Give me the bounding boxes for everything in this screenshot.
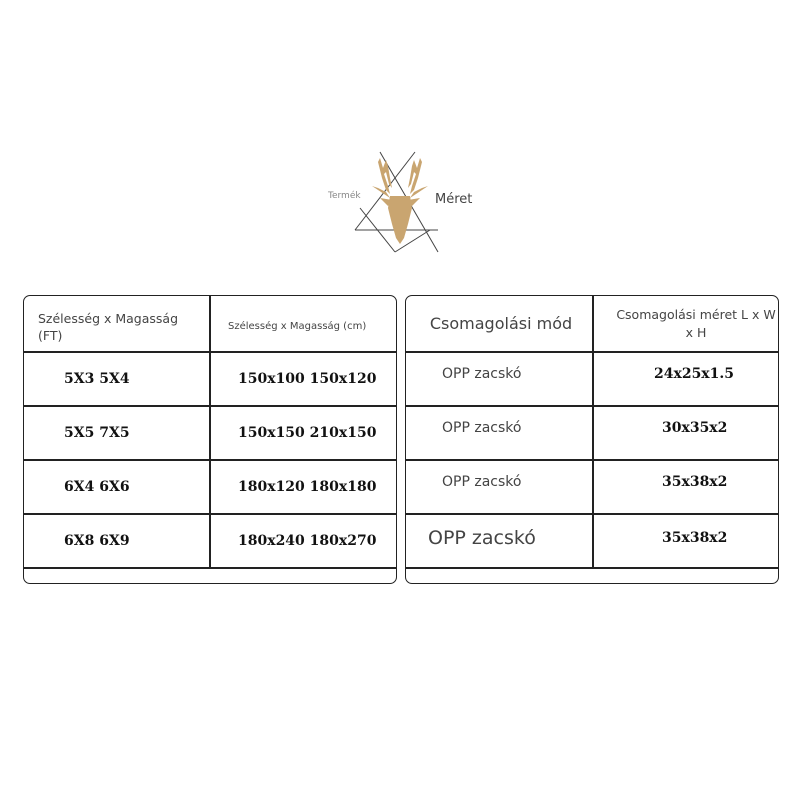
size-cm-cell: 150x100 150x120 [238,370,377,387]
header-size-ft: Szélesség x Magasság (FT) [38,310,179,343]
logo-left-label: Termék [328,191,361,201]
header-packaging-size: Csomagolási méret L x W x H [616,306,776,340]
header-packaging-mode: Csomagolási mód [429,313,573,333]
size-ft-cell: 6X4 6X6 [64,478,130,495]
packaging-size-cell: 24x25x1.5 [654,366,735,382]
logo-right-label: Méret [435,192,473,207]
size-cm-cell: 180x120 180x180 [238,478,377,495]
packaging-mode-cell: OPP zacskó [428,527,536,549]
header-size-cm: Szélesség x Magasság (cm) [228,321,367,332]
row-divider [406,567,778,569]
column-divider [209,296,211,568]
packaging-size-cell: 30x35x2 [662,420,728,436]
size-ft-cell: 5X3 5X4 [64,370,130,387]
packaging-mode-cell: OPP zacskó [442,420,522,436]
size-ft-cell: 5X5 7X5 [64,424,130,441]
row-divider [24,567,396,569]
packaging-mode-cell: OPP zacskó [442,366,522,382]
packaging-table [405,295,779,584]
column-divider [592,296,594,568]
size-cm-cell: 180x240 180x270 [238,532,377,549]
brand-logo [320,148,490,258]
packaging-mode-cell: OPP zacskó [442,474,522,490]
packaging-size-cell: 35x38x2 [662,474,728,490]
packaging-size-cell: 35x38x2 [662,530,728,546]
size-cm-cell: 150x150 210x150 [238,424,377,441]
size-table [23,295,397,584]
size-ft-cell: 6X8 6X9 [64,532,130,549]
